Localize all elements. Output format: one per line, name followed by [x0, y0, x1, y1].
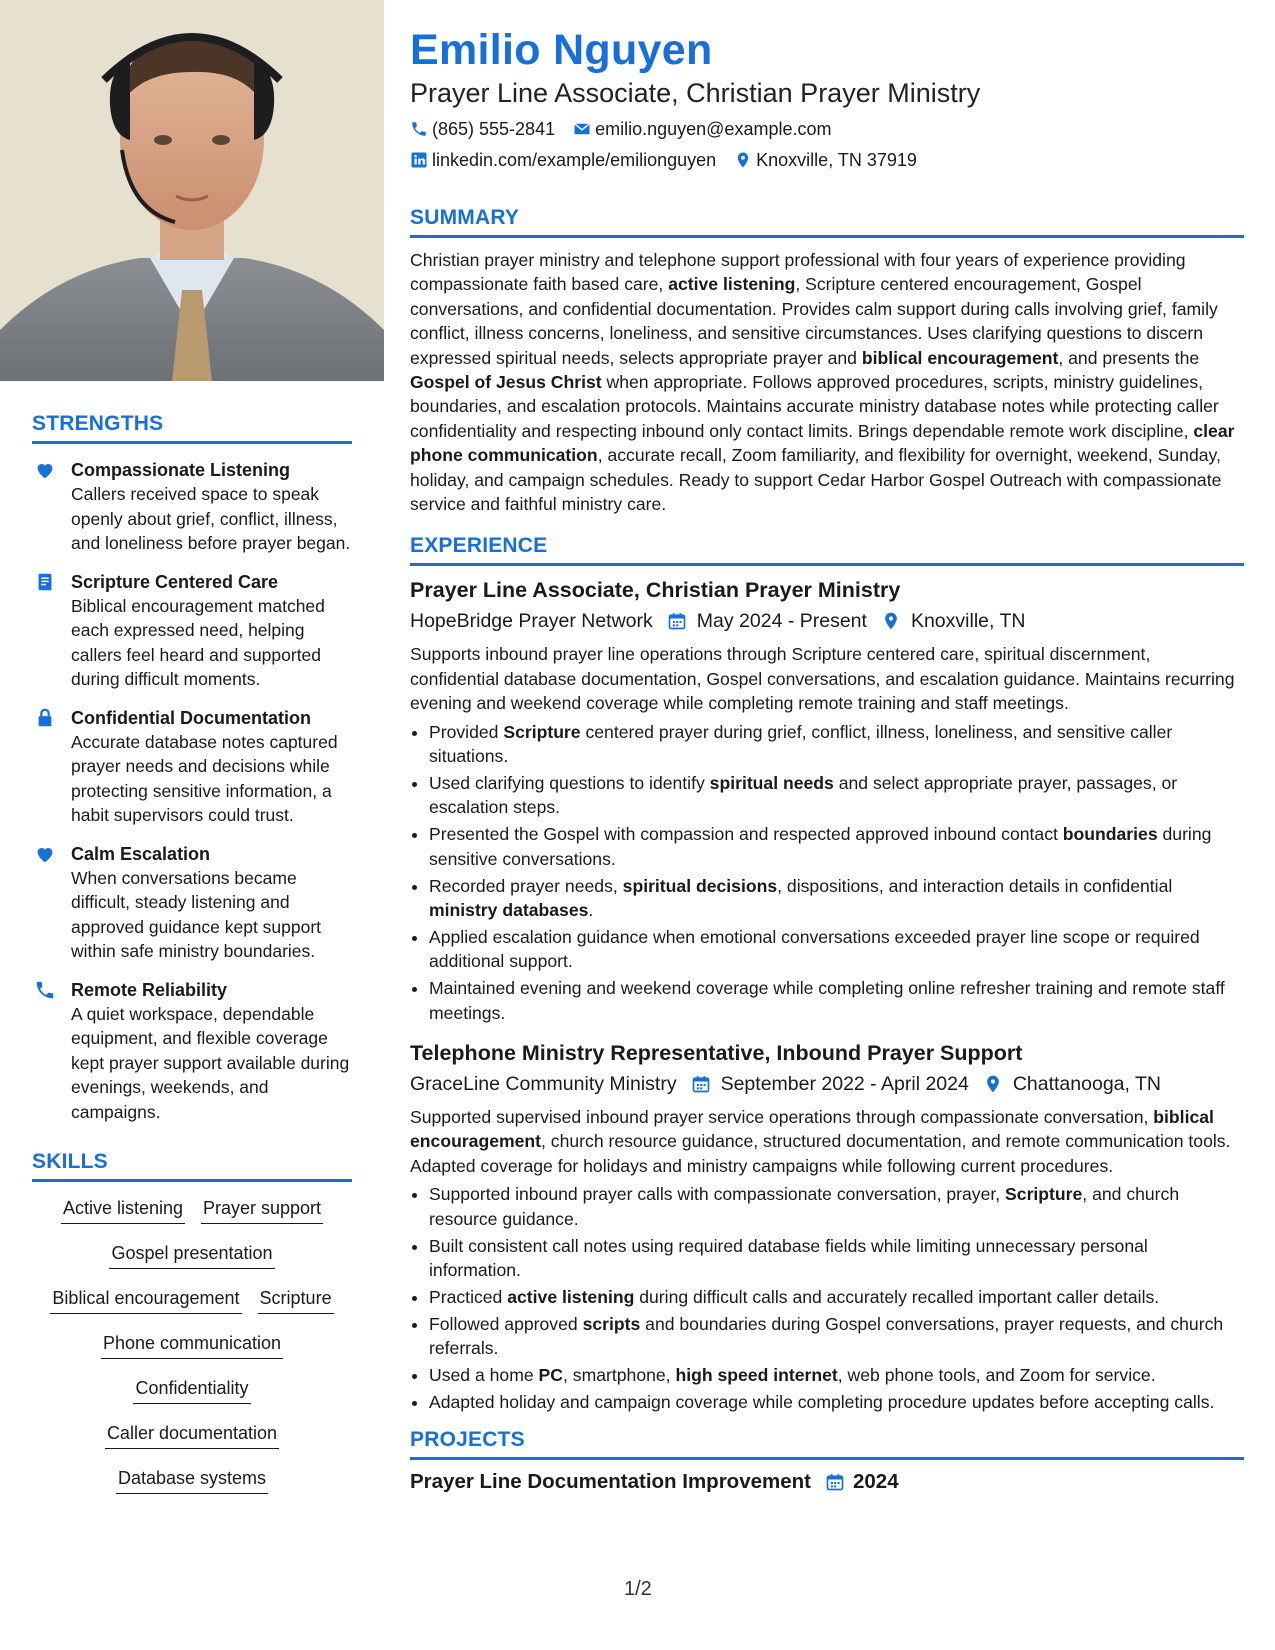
job-bullet [429, 1363, 1244, 1387]
job-bullet [429, 822, 1244, 871]
job-dates-text: September 2022 - April 2024 [720, 1073, 969, 1096]
strength-title: Confidential Documentation [71, 707, 311, 728]
skill-row [32, 1196, 352, 1241]
job-location-text: Chattanooga, TN [1012, 1073, 1161, 1096]
sidebar [0, 0, 384, 1650]
job-location [983, 1071, 1161, 1097]
projects-list [410, 1470, 1244, 1494]
text-run: and select appropriate prayer, passages, or escalation steps. [429, 773, 1178, 818]
text-run: Maintained evening and weekend coverage while completing online refresher training and remote staff meetings. [429, 978, 1225, 1023]
skill-tag: Prayer support [201, 1196, 323, 1224]
contact-email[interactable] [573, 117, 831, 141]
linkedin-icon [410, 151, 428, 169]
text-run: during difficult calls and accurately recalled important caller details. [634, 1286, 1160, 1307]
job-bullet [429, 976, 1244, 1025]
calendar-icon [667, 611, 687, 631]
text-run: Followed approved [429, 1313, 583, 1334]
strengths-heading: STRENGTHS [32, 412, 352, 444]
phone-text: (865) 555-2841 [432, 119, 556, 139]
job-location [881, 608, 1026, 634]
bold-keyword: Scripture [1005, 1184, 1083, 1205]
skill-tag: Gospel presentation [109, 1241, 274, 1269]
text-run: , web phone tools, and Zoom for service. [837, 1365, 1156, 1386]
text-run: Provided [429, 721, 504, 742]
project-year: 2024 [852, 1470, 899, 1494]
skill-row [32, 1331, 352, 1376]
job-organization: HopeBridge Prayer Network [410, 610, 653, 633]
job-meta [410, 1071, 1244, 1097]
contact-row-1 [410, 117, 1244, 141]
strength-item [32, 842, 352, 964]
map-pin-icon [734, 151, 752, 169]
job-bullet [429, 771, 1244, 820]
bold-keyword: Scripture [503, 721, 581, 742]
skill-tag: Database systems [116, 1466, 268, 1494]
strength-title: Remote Reliability [71, 979, 228, 1000]
job-organization: GraceLine Community Ministry [410, 1073, 677, 1096]
text-run: , accurate recall, Zoom familiarity, and flexibility for overnight, weekend, Sunday, holiday, and campaign schedules. Ready to support Cedar Harbor Gospel Outreach with compassionate service and faithful ministry care. [410, 445, 1222, 515]
bold-keyword: biblical encouragement [861, 347, 1059, 368]
contact-phone[interactable] [410, 117, 555, 141]
bold-keyword: active listening [668, 274, 796, 295]
job-meta [410, 608, 1244, 634]
strength-item [32, 570, 352, 692]
strength-description: Biblical encouragement matched each expressed need, helping callers feel heard and supported during difficult moments. [71, 595, 325, 689]
linkedin-text: linkedin.com/example/emilionguyen [432, 150, 717, 170]
strength-title: Scripture Centered Care [71, 571, 279, 592]
text-run: and boundaries during Gospel conversations, prayer requests, and church referrals. [429, 1313, 1224, 1359]
bold-keyword: spiritual decisions [622, 875, 778, 896]
projects-heading: PROJECTS [410, 1428, 1244, 1460]
page-number: 1/2 [624, 1578, 652, 1600]
text-run: when appropriate. Follows approved procedures, scripts, ministry guidelines, boundaries, and escalation protocols. Maintains accurate ministry database notes while protecting caller confidentiality and respecting inbound only contact limits. Brings dependable remote work discipline, [410, 372, 1219, 441]
bold-keyword: spiritual needs [709, 773, 834, 793]
text-run: , smartphone, [563, 1365, 676, 1386]
text-run: Applied escalation guidance when emotional conversations exceeded prayer line scope or required additional support. [429, 926, 1200, 972]
strength-description: A quiet workspace, dependable equipment, and flexible coverage kept prayer support available during evenings, weekends, and campaigns. [71, 1003, 350, 1122]
text-run: Used a home [429, 1365, 539, 1386]
skill-tag: Active listening [61, 1196, 185, 1224]
calendar-icon [811, 1472, 853, 1492]
candidate-name: Emilio Nguyen [410, 26, 713, 74]
skill-tag: Phone communication [101, 1331, 283, 1359]
strength-title: Compassionate Listening [71, 460, 291, 480]
text-run: , and church resource guidance. [429, 1184, 1180, 1229]
job-bullet [429, 874, 1244, 923]
strengths-list [32, 458, 352, 1124]
project-item [410, 1470, 1244, 1494]
skill-row [32, 1286, 352, 1331]
experience-jobs [410, 576, 1244, 1414]
strength-title: Calm Escalation [71, 843, 211, 864]
summary-heading: SUMMARY [410, 206, 1244, 238]
text-run: , Scripture centered encouragement, Gospel conversations, and confidential documentation. Provides calm support during calls involving grief, family conflict, illness concerns, loneliness, and sensitive circumstances. Uses clarifying questions to discern expressed spiritual needs, selects appropriate prayer and [410, 274, 1218, 368]
skill-row [32, 1241, 352, 1286]
job-entry [410, 1039, 1244, 1414]
job-dates-text: May 2024 - Present [696, 610, 867, 633]
job-summary [410, 642, 1244, 715]
job-dates [691, 1071, 969, 1097]
text-run: centered prayer during grief, conflict, illness, loneliness, and sensitive caller situations. [429, 721, 1173, 767]
strength-item [32, 706, 352, 828]
summary-section [410, 206, 1244, 516]
skill-row [32, 1466, 352, 1511]
job-bullet [429, 720, 1244, 769]
bold-keyword: Gospel of Jesus Christ [410, 372, 602, 393]
project-title: Prayer Line Documentation Improvement [410, 1470, 811, 1494]
lock-icon [34, 707, 56, 729]
job-title: Telephone Ministry Representative, Inbound Prayer Support [410, 1041, 1023, 1066]
calendar-icon [691, 1074, 711, 1094]
profile-photo [0, 0, 384, 381]
text-run: . [588, 900, 594, 921]
experience-section [410, 534, 1244, 1414]
text-run: , and presents the [1058, 347, 1200, 368]
job-bullet [429, 1312, 1244, 1361]
projects-section [410, 1428, 1244, 1494]
text-run: Christian prayer ministry and telephone support professional with four years of experience providing compassionate faith based care, [410, 250, 1186, 295]
text-run: Used clarifying questions to identify [429, 773, 710, 793]
contact-row-2 [410, 148, 1244, 172]
text-run: Recorded prayer needs, [429, 875, 623, 896]
phone-icon [410, 120, 428, 138]
job-bullet [429, 1234, 1244, 1283]
location-text: Knoxville, TN 37919 [756, 150, 917, 170]
main-content [410, 24, 1244, 1494]
bold-keyword: PC [538, 1365, 563, 1386]
bold-keyword: clear phone communication [410, 420, 1235, 466]
contact-linkedin[interactable] [410, 148, 716, 172]
email-text: emilio.nguyen@example.com [595, 119, 832, 139]
job-bullet [429, 1285, 1244, 1309]
sidebar-content [32, 412, 352, 1511]
skill-row [32, 1376, 352, 1421]
bold-keyword: scripts [582, 1313, 641, 1334]
skill-tag: Confidentiality [133, 1376, 250, 1404]
job-location-text: Knoxville, TN [910, 610, 1026, 633]
job-summary [410, 1105, 1244, 1178]
bold-keyword: biblical encouragement [410, 1107, 1214, 1152]
experience-heading: EXPERIENCE [410, 534, 1244, 566]
bold-keyword: ministry databases [429, 900, 589, 921]
job-bullet [429, 925, 1244, 974]
phone-icon [34, 979, 56, 1001]
text-run: Presented the Gospel with compassion and respected approved inbound contact [429, 824, 1063, 845]
skill-tag: Caller documentation [105, 1421, 279, 1449]
bold-keyword: high speed internet [675, 1365, 838, 1386]
job-bullets [410, 1182, 1244, 1414]
strength-item [32, 978, 352, 1125]
strength-description: When conversations became difficult, steady listening and approved guidance kept support within safe ministry boundaries. [71, 867, 322, 961]
job-dates [667, 608, 867, 634]
skills-list [32, 1196, 352, 1511]
job-title: Prayer Line Associate, Christian Prayer Ministry [410, 578, 901, 603]
strength-item [32, 458, 352, 556]
skill-row [32, 1421, 352, 1466]
summary-text [410, 248, 1244, 516]
strength-description: Callers received space to speak openly about grief, conflict, illness, and loneliness before prayer began. [71, 484, 351, 553]
skill-tag: Scripture [258, 1286, 334, 1314]
book-icon [34, 571, 56, 593]
bold-keyword: active listening [507, 1286, 635, 1307]
heart-icon [34, 459, 56, 481]
text-run: Adapted holiday and campaign coverage while completing procedure updates before accepting calls. [429, 1392, 1215, 1413]
text-run: Supported inbound prayer calls with compassionate conversation, prayer, [429, 1184, 1006, 1205]
text-run: during sensitive conversations. [429, 824, 1212, 869]
map-pin-icon [881, 611, 901, 631]
job-bullet [429, 1390, 1244, 1414]
text-run: , dispositions, and interaction details in confidential [777, 875, 1173, 896]
contact-location [734, 148, 917, 172]
text-run: , church resource guidance, structured documentation, and remote communication tools. Adapted coverage for holidays and ministry campaigns while following current procedures. [410, 1131, 1231, 1176]
job-entry [410, 576, 1244, 1025]
text-run: Practiced [429, 1286, 508, 1307]
text-run: Supports inbound prayer line operations through Scripture centered care, spiritual discernment, confidential database documentation, Gospel conversations, and escalation guidance. Maintains recurring evening and weekend coverage while completing remote training and staff meetings. [410, 644, 1235, 714]
heart-icon [34, 843, 56, 865]
profile-photo-illustration [0, 0, 384, 381]
job-bullet [429, 1182, 1244, 1231]
map-pin-icon [983, 1074, 1003, 1094]
envelope-icon [573, 120, 591, 138]
skills-heading: SKILLS [32, 1150, 352, 1182]
job-bullets [410, 720, 1244, 1025]
skill-tag: Biblical encouragement [50, 1286, 241, 1314]
strength-description: Accurate database notes captured prayer needs and decisions while protecting sensitive information, a habit supervisors could trust. [71, 731, 338, 825]
candidate-role: Prayer Line Associate, Christian Prayer Ministry [410, 78, 981, 108]
text-run: Built consistent call notes using required database fields while limiting unnecessary personal information. [429, 1235, 1148, 1280]
text-run: Supported supervised inbound prayer service operations through compassionate conversation, [410, 1107, 1154, 1128]
bold-keyword: boundaries [1062, 824, 1158, 845]
